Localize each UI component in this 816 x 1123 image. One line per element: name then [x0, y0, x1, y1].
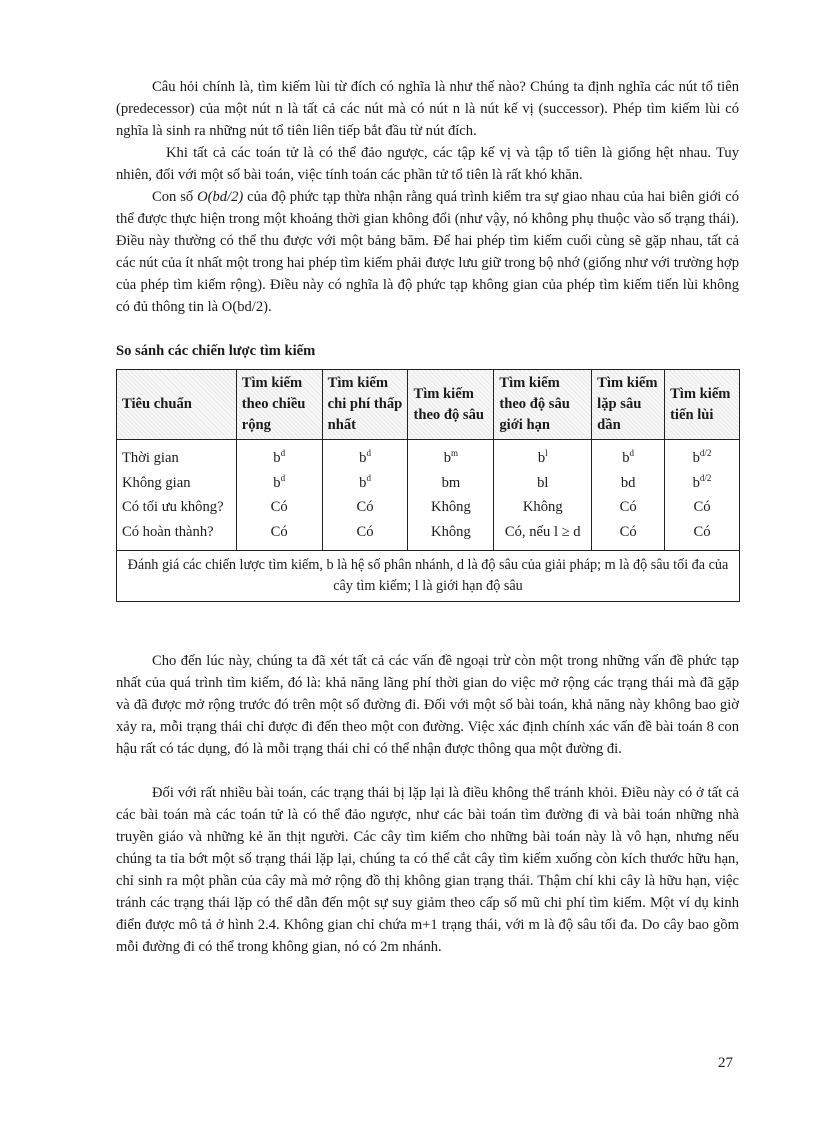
table-body-row	[117, 440, 740, 551]
header-breadth-first: Tìm kiếm theo chiều rộng	[236, 370, 322, 440]
complete-value: Có, nếu l ≥ d	[504, 523, 581, 540]
space-value: $b^d$	[359, 472, 371, 491]
criteria-optimal: Có tối ưu không?	[122, 499, 224, 515]
optimal-value: Có	[356, 499, 374, 515]
header-depth-first: Tìm kiếm theo độ sâu	[408, 370, 494, 440]
comparison-table	[116, 369, 740, 602]
table-caption: Đánh giá các chiến lược tìm kiếm, b là hệ số phân nhánh, d là độ sâu của giải pháp; m là độ sâu tối đa của cây tìm kiếm; l là giới hạn độ sâu	[117, 551, 740, 602]
header-iterative-deepening: Tìm kiếm lặp sâu dần	[592, 370, 665, 440]
page-number: 27	[718, 1055, 733, 1071]
space-value: bl	[537, 474, 549, 491]
time-value: $b^l$	[537, 448, 548, 466]
complete-value: Có	[270, 523, 288, 540]
paragraph-2: Khi tất cả các toán tử là có thể đảo ngược, các tập kế vị và tập tổ tiên là giống hệt nhau. Tuy nhiên, đối với một số bài toán, việc tính toán các phần tử tổ tiên là rất khó khăn.	[116, 145, 739, 183]
breadth-first-cell	[236, 440, 322, 551]
optimal-value: Có	[270, 499, 288, 515]
complexity-formula: O(bd/2)	[197, 189, 244, 205]
paragraph-5: Đối với rất nhiều bài toán, các trạng thái bị lặp lại là điều không thể tránh khỏi. Điều này có ở tất cả các bài toán mà các toán tử là có thể đảo ngược, như các bài toán tìm đường đi và bài toán những nhà truyền giáo và những kẻ ăn thịt người. Các cây tìm kiếm cho những bài toán này là vô hạn, nhưng nếu chúng ta tỉa bớt một số trạng thái lặp lại, chúng ta có thể cắt cây tìm kiếm xuống còn kích thước hữu hạn, chỉ sinh ra một phần của cây mà mở rộng đồ thị không gian trạng thái. Thậm chí khi cây là hữu hạn, việc tránh các trạng thái lặp có thể dẫn đến một sự suy giảm theo cấp số mũ chi phí tìm kiếm. Một ví dụ kinh điển được mô tả ở hình 2.4. Không gian chỉ chứa m+1 trạng thái, với m là độ sâu tối đa. Do cây bao gồm mỗi đường đi có thể trong không gian, nó có 2m nhánh.	[116, 785, 739, 955]
table-header-row	[117, 370, 740, 440]
paragraph-4: Cho đến lúc này, chúng ta đã xét tất cả các vấn đề ngoại trừ còn một trong những vấn đề phức tạp nhất của quá trình tìm kiếm, đó là: khả năng lãng phí thời gian do việc mở rộng các trạng thái mà đã gặp và đã được mở rộng trước đó trên một số đường đi. Đối với một số bài toán, khả năng này không bao giờ xảy ra, mỗi trạng thái chỉ được đi đến theo một con đường. Việc xác định chính xác vấn đề bài toán 8 con hậu rất có tác dụng, đó là mỗi trạng thái chỉ có thể nhận được thông qua một đường đi.	[116, 653, 739, 757]
complete-value: Không	[431, 523, 471, 540]
time-value: $b^d$	[273, 448, 286, 466]
header-bidirectional: Tìm kiếm tiến lùi	[665, 370, 740, 440]
criteria-time: Thời gian	[122, 450, 179, 466]
criteria-space: Không gian	[122, 474, 191, 491]
space-value: bm	[441, 474, 461, 491]
header-depth-limited: Tìm kiếm theo độ sâu giới hạn	[494, 370, 592, 440]
complete-value: Có	[693, 523, 711, 540]
criteria-cell	[117, 440, 237, 551]
optimal-value: Có	[693, 499, 711, 515]
paragraph-3: Con số O(bd/2) của độ phức tạp thừa nhận rằng quá trình kiểm tra sự giao nhau của hai biên giới có thể được thực hiện trong một khoảng thời gian không đổi (như vậy, nó không phụ thuộc vào số trạng thái). Điều này thường có thể thu được với một bảng băm. Để hai phép tìm kiếm cuối cùng sẽ gặp nhau, tất cả các nút của ít nhất một trong hai phép tìm kiếm phải được lưu giữ trong bộ nhớ (giống như với trường hợp của phép tìm kiếm rộng). Điều này có nghĩa là độ phức tạp không gian của phép tìm kiếm tiến lùi không có đủ thông tin là O(bd/2).	[116, 189, 739, 315]
header-uniform-cost: Tìm kiếm chi phí thấp nhất	[322, 370, 408, 440]
criteria-complete: Có hoàn thành?	[122, 523, 214, 540]
paragraph-1: Câu hỏi chính là, tìm kiếm lùi từ đích có nghĩa là như thế nào? Chúng ta định nghĩa các nút tổ tiên (predecessor) của một nút n là tất cả các nút mà có nút n là nút kế vị (successor). Phép tìm kiếm lùi có nghĩa là sinh ra những nút tổ tiên liên tiếp bắt đầu từ nút đích.	[116, 79, 739, 139]
time-value: $b^m$	[443, 448, 459, 466]
complete-value: Có	[356, 523, 374, 540]
space-value: bd	[620, 474, 636, 491]
time-value: $b^d$	[622, 448, 635, 466]
optimal-value: Không	[522, 499, 563, 515]
table-caption-row	[117, 551, 740, 602]
time-value: $b^d$	[359, 448, 371, 466]
table-title: So sánh các chiến lược tìm kiếm	[116, 343, 316, 359]
space-value: $b^{d/2}$	[692, 472, 712, 491]
header-criteria: Tiêu chuẩn	[117, 370, 237, 440]
optimal-value: Có	[619, 499, 637, 515]
uniform-cost-cell	[322, 440, 408, 551]
bidirectional-cell	[665, 440, 740, 551]
time-value: $b^{d/2}$	[692, 448, 712, 466]
depth-first-cell	[408, 440, 494, 551]
depth-limited-cell	[494, 440, 592, 551]
iterative-deepening-cell	[592, 440, 665, 551]
space-value: $b^d$	[273, 472, 286, 491]
complete-value: Có	[619, 523, 637, 540]
optimal-value: Không	[431, 499, 471, 515]
